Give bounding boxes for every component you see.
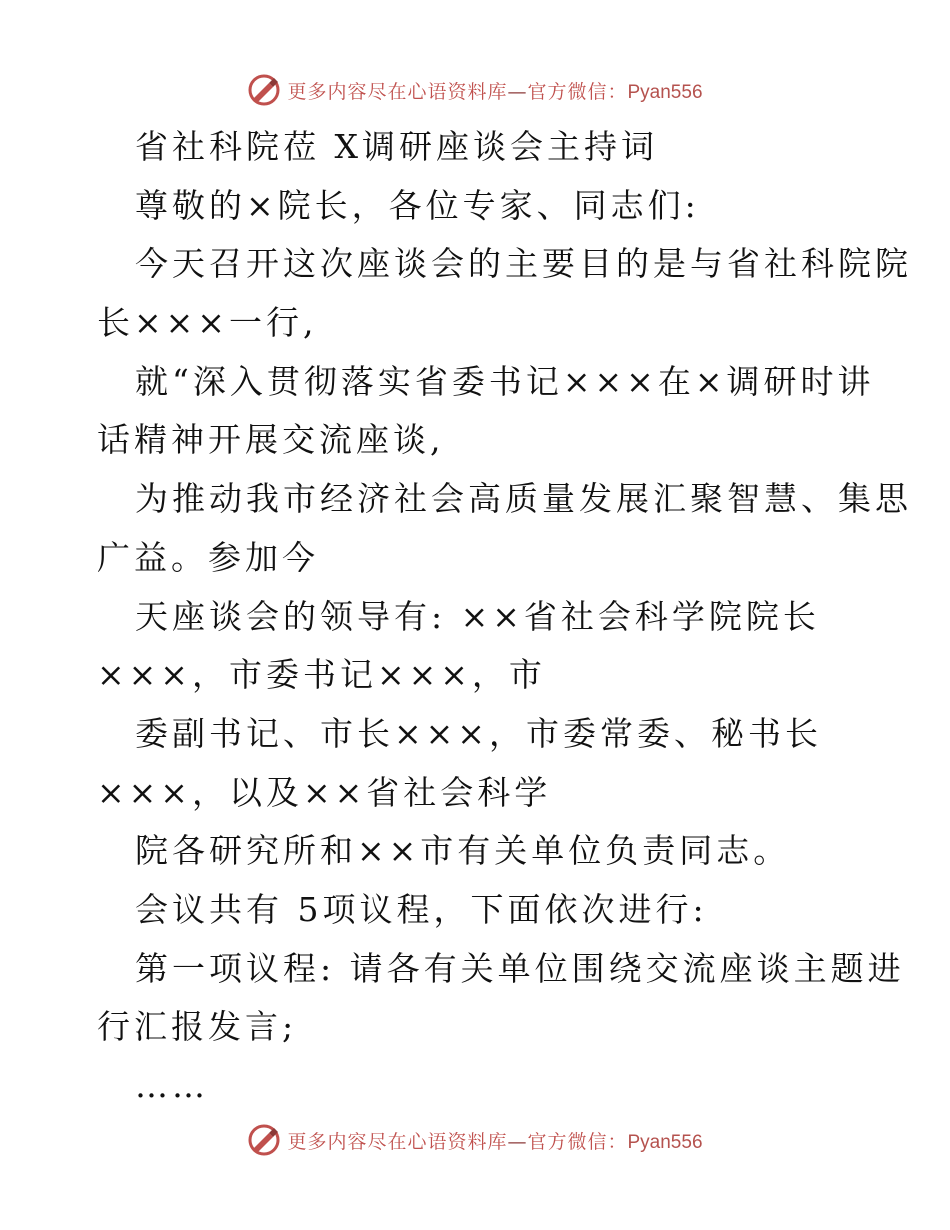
paragraph-line: 长×××一行,	[97, 303, 318, 343]
paragraph-line: 第一项议程: 请各有关单位围绕交流座谈主题进	[135, 948, 905, 988]
paragraph-line: 院各研究所和××市有关单位负责同志。	[135, 831, 791, 871]
paragraph-line: 广益。参加今	[97, 537, 319, 577]
salutation: 尊敬的×院长，各位专家、同志们:	[135, 185, 700, 225]
banner-caption: 更多内容尽在心语资料库—官方微信：Pyan556	[287, 1130, 703, 1153]
pen-logo-icon	[247, 73, 281, 107]
paragraph-line: 就“深入贯彻落实省委书记×××在×调研时讲	[135, 361, 875, 401]
banner-caption: 更多内容尽在心语资料库—官方微信：Pyan556	[287, 80, 703, 103]
header-banner	[0, 70, 950, 110]
paragraph-line: 委副书记、市长×××，市委常委、秘书长	[135, 713, 822, 753]
document-body	[97, 118, 912, 1116]
paragraph-line: ×××，以及××省社会科学	[97, 772, 552, 812]
ellipsis-line: ……	[135, 1066, 209, 1105]
paragraph-line: 天座谈会的领导有: ××省社会科学院院长	[135, 596, 820, 636]
paragraph-line: 会议共有 5项议程，下面依次进行:	[135, 889, 708, 929]
document-title: 省社科院莅 X调研座谈会主持词	[135, 127, 658, 166]
footer-banner	[0, 1120, 950, 1160]
paragraph-line: 为推动我市经济社会高质量发展汇聚智慧、集思	[135, 479, 912, 519]
paragraph-line: ×××，市委书记×××，市	[97, 655, 546, 695]
pen-logo-icon	[247, 1123, 281, 1157]
paragraph-line: 今天召开这次座谈会的主要目的是与省社科院院	[135, 244, 912, 284]
paragraph-line: 话精神开展交流座谈,	[97, 420, 445, 460]
paragraph-line: 行汇报发言;	[97, 1007, 298, 1047]
